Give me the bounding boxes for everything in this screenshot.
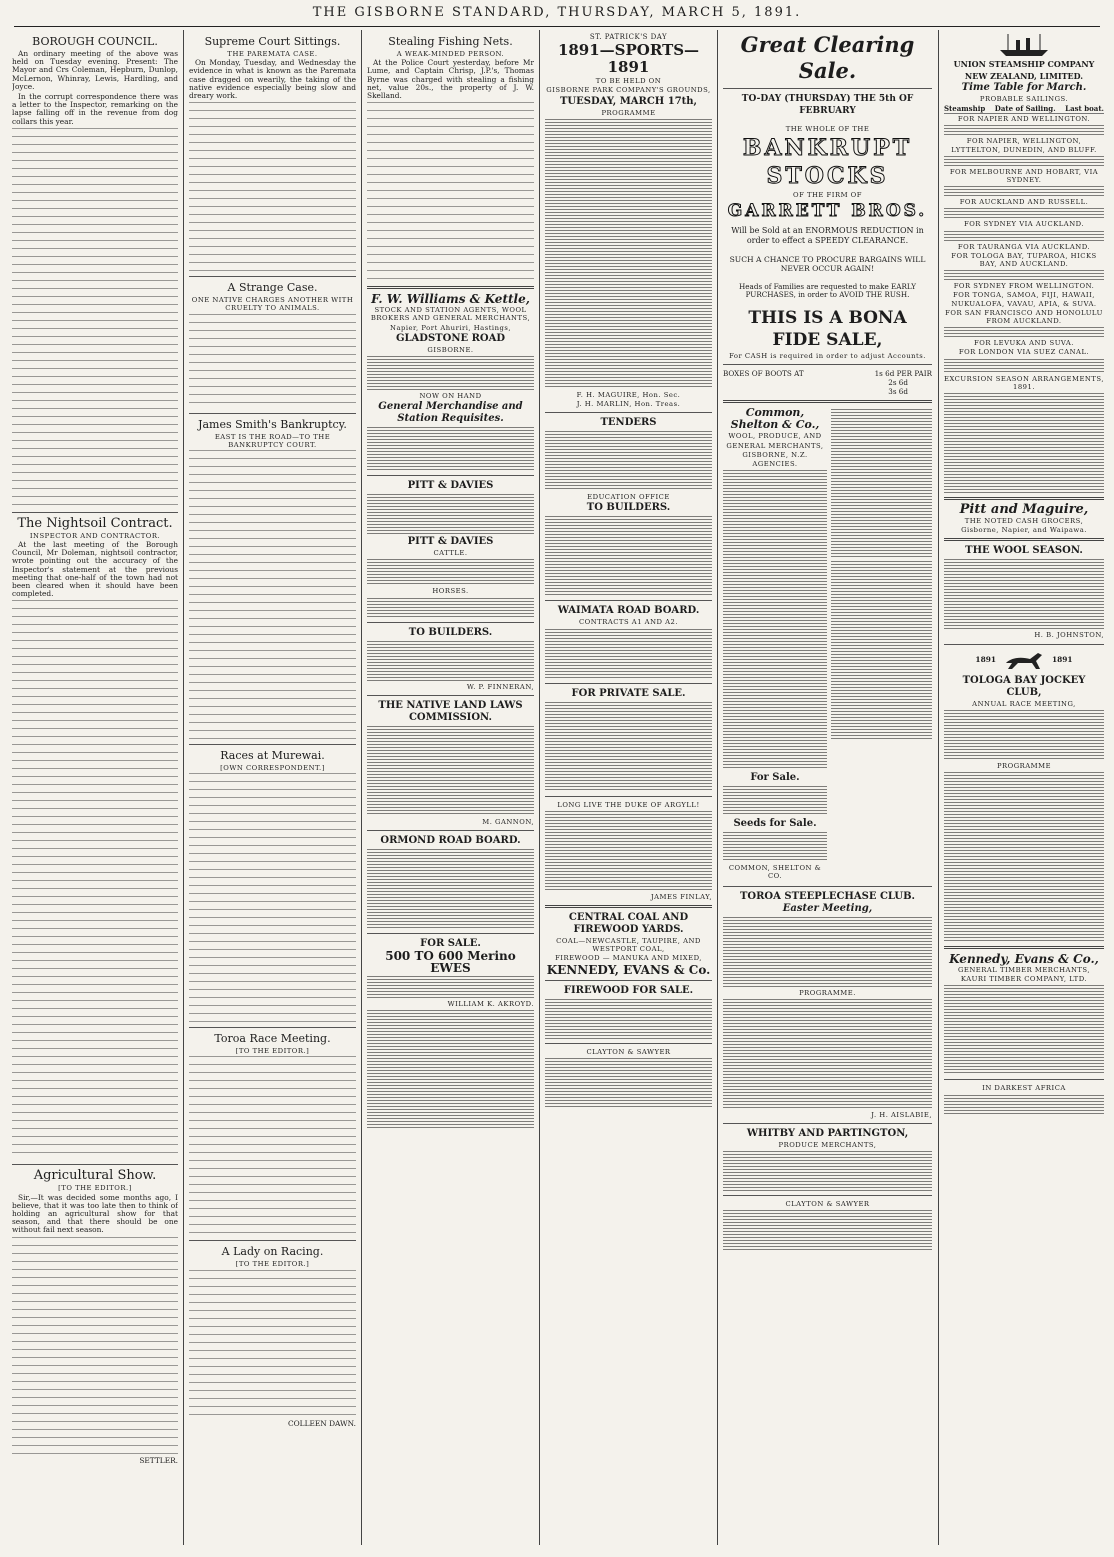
ad-body-lines [944, 327, 1104, 337]
column-rule [183, 30, 184, 1545]
ad-text: STOCK AND STATION AGENTS, WOOL BROKERS AND GENERAL MERCHANTS, [370, 306, 531, 323]
ad-text: TUESDAY, MARCH 17th, [559, 95, 698, 107]
column-5 [723, 32, 932, 1542]
common-shelton-ad [723, 407, 827, 881]
ad-text: JAMES FINLAY, [650, 892, 712, 901]
ad-body-lines [367, 849, 534, 929]
article-body-lines [12, 600, 178, 1160]
ad-body-lines [367, 641, 534, 681]
ad-text: Will be Sold at an ENORMOUS REDUCTION in order to effect a SPEEDY CLEARANCE. [731, 226, 924, 246]
table-header: Date of Sailing. [994, 104, 1056, 114]
ad-body-lines [944, 186, 1104, 196]
subheading: [OWN CORRESPONDENT.] [220, 764, 325, 773]
ad-text: For Sale. [750, 772, 800, 784]
ad-text: ANNUAL RACE MEETING, [972, 699, 1076, 708]
subheading: ONE NATIVE CHARGES ANOTHER WITH CRUELTY TO ANIMALS. [191, 296, 354, 313]
ad-body-lines [367, 726, 534, 816]
divider [545, 600, 712, 601]
divider [723, 400, 932, 403]
article-text: At the last meeting of the Borough Council, Mr Doleman, nightsoil contractor, wrote pointing out the accuracy of the Inspector's statement at the previous meeting that one-half of the town had not been cleared when it should have been completed. [12, 540, 178, 599]
ad-text: THE NOTED CASH GROCERS, [964, 517, 1084, 526]
column-rule [539, 30, 540, 1545]
heading-borough-council: BOROUGH COUNCIL. [32, 35, 158, 48]
ad-text: AGENCIES. [752, 460, 798, 469]
divider [189, 1027, 356, 1028]
signature: COLLEEN DAWN. [287, 1418, 356, 1428]
divider [944, 497, 1104, 500]
table-header: Last boat. [1065, 104, 1104, 114]
ad-text: UNION STEAMSHIP COMPANY NEW ZEALAND, LIMITED. [953, 59, 1095, 81]
article-body-lines [12, 1237, 178, 1457]
divider [367, 830, 534, 831]
bankrupt-stocks: BANKRUPT STOCKS [742, 135, 913, 190]
stock-ad [831, 407, 932, 881]
ad-text: PROGRAMME [996, 761, 1052, 770]
ad-body-lines [367, 976, 534, 998]
masthead-title: THE GISBORNE STANDARD, THURSDAY, MARCH 5, 1891. [312, 5, 802, 20]
subheading: INSPECTOR AND CONTRACTOR. [29, 531, 161, 540]
article-body-lines [189, 1270, 356, 1420]
route: FOR SYDNEY VIA AUCKLAND. [963, 220, 1085, 229]
signature: SETTLER. [139, 1455, 178, 1465]
ad-body-lines [545, 516, 712, 596]
ad-body-lines [723, 1210, 932, 1250]
bona-fide-sale: THIS IS A BONA FIDE SALE, [748, 308, 907, 351]
divider [367, 695, 534, 696]
ad-text: CENTRAL COAL AND FIREWOOD YARDS. [568, 912, 689, 936]
ad-text: FIREWOOD FOR SALE. [563, 984, 694, 996]
ad-body-lines [723, 786, 827, 816]
divider [189, 276, 356, 277]
ad-body-lines [723, 999, 932, 1109]
divider [189, 1240, 356, 1241]
ad-text: TO BE HELD ON [595, 77, 662, 86]
route: FOR SYDNEY FROM WELLINGTON. [953, 282, 1095, 291]
table-header: Steamship [944, 104, 986, 114]
ad-text: KAURI TIMBER COMPANY, LTD. [960, 975, 1088, 984]
price: 1s 6d PER PAIR [874, 369, 932, 379]
ad-text: PRODUCE MERCHANTS, [778, 1141, 877, 1150]
divider [367, 286, 534, 289]
heading-nightsoil: The Nightsoil Contract. [17, 515, 173, 531]
route: FOR NAPIER, WELLINGTON, LYTTELTON, DUNEDIN, AND BLUFF. [951, 137, 1097, 154]
ad-text: PROGRAMME [601, 108, 656, 117]
ad-body-lines [367, 598, 534, 618]
ad-text: TOROA STEEPLECHASE CLUB. [739, 890, 916, 902]
ad-body-lines [723, 1151, 932, 1191]
ad-text: Napier, Port Ahuriri, Hastings, [390, 323, 511, 332]
ad-text: FIREWOOD — MANUKA AND MIXED, [555, 954, 702, 963]
ad-text: CATTLE. [433, 549, 468, 558]
ad-text: EXCURSION SEASON ARRANGEMENTS, 1891. [944, 374, 1104, 391]
ad-text: TO BUILDERS. [408, 626, 493, 638]
heading-lady-on-racing: A Lady on Racing. [221, 1245, 324, 1259]
ad-text: W. P. FINNERAN, [466, 682, 534, 691]
divider [545, 796, 712, 797]
divider [545, 683, 712, 684]
ad-body-lines [944, 393, 1104, 493]
ad-body-lines [545, 119, 712, 389]
ad-text: COMMON, SHELTON & CO. [728, 864, 822, 881]
ad-text: SUCH A CHANCE TO PROCURE BARGAINS WILL NEVER OCCUR AGAIN! [729, 255, 926, 273]
ad-body-lines [367, 427, 534, 471]
ad-text: H. B. JOHNSTON, [1034, 631, 1104, 640]
race-logo [944, 649, 1104, 671]
ad-pitt-maguire: Pitt and Maguire, [959, 502, 1089, 518]
column-4 [545, 32, 712, 1542]
divider [189, 744, 356, 745]
ad-body-lines [723, 470, 827, 770]
ad-pitt-davies-2: PITT & DAVIES [407, 536, 494, 548]
ad-body-lines [545, 629, 712, 679]
year: 1891 [1052, 654, 1073, 664]
subheading: [TO THE EDITOR.] [58, 1184, 132, 1193]
ad-text: GISBORNE. [427, 345, 474, 354]
article-body-lines [189, 314, 356, 409]
heading-bankruptcy: James Smith's Bankruptcy. [198, 417, 347, 431]
ad-text: IN DARKEST AFRICA [982, 1084, 1066, 1093]
ad-body-lines [944, 156, 1104, 166]
ad-text: J. H. MARLIN, Hon. Treas. [576, 400, 681, 409]
ad-text: GENERAL MERCHANTS, [726, 441, 824, 450]
ad-text: CLAYTON & SAWYER [785, 1200, 870, 1209]
ad-text: Gisborne, Napier, and Waipawa. [961, 526, 1087, 535]
racehorse-icon [1002, 649, 1046, 671]
ad-body-lines [944, 231, 1104, 241]
ad-text: BOXES OF BOOTS AT [723, 369, 804, 379]
ad-text: ORMOND ROAD BOARD. [380, 835, 521, 847]
article-body-lines [189, 450, 356, 740]
divider [545, 905, 712, 908]
ad-body-lines [367, 494, 534, 534]
column-rule [361, 30, 362, 1545]
ad-body-lines [944, 270, 1104, 280]
divider [723, 886, 932, 887]
ad-text: ST. PATRICK'S DAY [589, 33, 668, 41]
steamship-icon [998, 32, 1050, 58]
ad-text: TO BUILDERS. [586, 502, 671, 514]
ad-text: F. H. MAGUIRE, Hon. Sec. [576, 390, 681, 399]
route: FOR SAN FRANCISCO AND HONOLULU FROM AUCKLAND. [945, 308, 1103, 326]
boots-row [723, 369, 932, 378]
article-text: Sir,—It was decided some months ago, I believe, that it was too late then to think of holding an agricultural show for that season, and that there should be one without fail next season. [12, 1192, 178, 1235]
ad-text: THE WHOLE OF THE [785, 125, 870, 133]
ad-text: GENERAL TIMBER MERCHANTS, [957, 966, 1091, 975]
route: FOR LEVUKA AND SUVA. [974, 339, 1074, 348]
ad-text: Heads of Families are requested to make EARLY PURCHASES, in order to AVOID THE RUSH. [739, 281, 916, 300]
ad-text: Time Table for March. [961, 82, 1087, 93]
ad-text: CLAYTON & SAWYER [586, 1047, 671, 1056]
route: FOR NAPIER AND WELLINGTON. [957, 115, 1091, 124]
ad-body-lines [831, 409, 932, 559]
subheading: [TO THE EDITOR.] [235, 1047, 310, 1056]
ad-body-lines [545, 702, 712, 792]
ad-body-lines [367, 356, 534, 390]
divider [367, 933, 534, 934]
ad-body-lines [545, 811, 712, 891]
ad-text: EDUCATION OFFICE [587, 493, 670, 502]
subheading: EAST IS THE ROAD—TO THE BANKRUPTCY COURT. [214, 432, 331, 449]
column-6 [944, 32, 1104, 1542]
ad-body-lines [944, 710, 1104, 760]
ad-body-lines [944, 1095, 1104, 1115]
ad-text: PROBABLE SAILINGS. [979, 95, 1069, 103]
divider [944, 538, 1104, 541]
divider [723, 364, 932, 365]
divider [723, 1123, 932, 1124]
divider [12, 1164, 178, 1165]
heading-fishing-nets: Stealing Fishing Nets. [388, 35, 513, 48]
ad-body-lines [723, 917, 932, 987]
article-text: On Monday, Tuesday, and Wednesday the evidence in what is known as the Paremata case dragged on wearily, the taking of the native evidence especially being slow and dreary work. [189, 58, 356, 101]
ad-text: COAL—NEWCASTLE, TAUPIRE, AND WESTPORT COAL, [556, 937, 701, 954]
ad-text: FOR SALE. [420, 938, 481, 950]
ad-text: TENDERS [600, 417, 657, 429]
year: 1891 [975, 654, 996, 664]
price: 3s 6d [888, 387, 908, 397]
divider [723, 88, 932, 89]
masthead-rule [14, 26, 1100, 27]
article-body-lines [12, 128, 178, 508]
heading-supreme-court: Supreme Court Sittings. [204, 35, 341, 48]
ad-text: THE NATIVE LAND LAWS COMMISSION. [378, 699, 523, 723]
ad-text: GISBORNE PARK COMPANY'S GROUNDS, [546, 86, 711, 95]
ad-body-lines [545, 431, 712, 491]
ad-body-lines [944, 359, 1104, 373]
subheading: THE PAREMATA CASE. [227, 50, 318, 58]
subheading: A WEAK-MINDED PERSON. [396, 50, 505, 58]
heading-agricultural-show: Agricultural Show. [33, 1168, 157, 1184]
ad-text: GISBORNE, N.Z. [742, 450, 808, 459]
ad-text: For CASH is required in order to adjust Accounts. [729, 352, 926, 361]
price: 2s 6d [888, 378, 908, 388]
column-3 [367, 32, 534, 1542]
ad-body-lines [944, 772, 1104, 942]
ad-text: Seeds for Sale. [733, 818, 817, 830]
ad-text: WHITBY AND PARTINGTON, [746, 1128, 909, 1140]
ad-fw-williams: F. W. Williams & Kettle, [371, 292, 530, 307]
ad-kennedy-evans: Kennedy, Evans & Co., [949, 952, 1099, 967]
divider [944, 1079, 1104, 1080]
ad-text: WILLIAM K. AKROYD. [447, 1000, 534, 1009]
divider [189, 413, 356, 414]
ad-text: 500 TO 600 Merino EWES [385, 949, 516, 976]
ad-text: OF THE FIRM OF [793, 191, 862, 200]
heading-toroa-race: Toroa Race Meeting. [214, 1032, 331, 1046]
common-shelton-block [723, 407, 932, 881]
column-1 [12, 32, 178, 1542]
route: FOR LONDON VIA SUEZ CANAL. [958, 348, 1090, 357]
divider [545, 980, 712, 981]
article-text: An ordinary meeting of the above was held on Tuesday evening. Present: The Mayor and Crs Coleman, Hepburn, Dunlop, McLernon, Whinray, Lewis, Hardling, and Joyce. [12, 49, 178, 91]
divider [944, 946, 1104, 949]
heading-strange-case: A Strange Case. [227, 281, 318, 295]
column-rule [717, 30, 718, 1545]
ad-body-lines [367, 559, 534, 585]
sports-banner: 1891—SPORTS—1891 [557, 41, 700, 77]
ad-body-lines [545, 1058, 712, 1108]
divider [723, 1195, 932, 1196]
ad-text: TOLOGA BAY JOCKEY CLUB, [962, 674, 1086, 698]
ad-text: PROGRAMME. [799, 988, 856, 997]
ad-body-lines [944, 208, 1104, 218]
ad-text: THE WOOL SEASON. [965, 545, 1083, 557]
ad-body-lines [944, 125, 1104, 135]
timetable-header [944, 104, 1104, 114]
article-body-lines [189, 1056, 356, 1236]
divider [12, 512, 178, 513]
article-text: In the corrupt correspondence there was a letter to the Inspector, remarking on the lapse falling off in the revenue from dog collars this year. [12, 92, 178, 126]
ad-text: HORSES. [432, 587, 469, 596]
ad-text: LONG LIVE THE DUKE OF ARGYLL! [557, 800, 700, 809]
ad-text: NOW ON HAND [419, 392, 482, 401]
masthead [0, 2, 1114, 24]
route: FOR TOLOGA BAY, TUPAROA, HICKS BAY, AND AUCKLAND. [951, 251, 1097, 269]
article-body-lines [189, 102, 356, 272]
ad-body-lines [367, 1010, 534, 1130]
ad-text: General Merchandise and Station Requisites. [378, 401, 523, 425]
article-body-lines [367, 102, 534, 282]
ad-text: Easter Meeting, [782, 902, 873, 914]
divider [545, 1043, 712, 1044]
garrett-bros: GARRETT BROS. [727, 201, 928, 222]
route: FOR MELBOURNE AND HOBART, VIA SYDNEY. [949, 167, 1099, 185]
column-rule [938, 30, 939, 1545]
ad-body-lines [944, 985, 1104, 1075]
divider [367, 475, 534, 476]
ad-text: M. GANNON, [482, 817, 534, 826]
ad-text: KENNEDY, EVANS & Co. [546, 962, 711, 977]
ad-text: WOOL, PRODUCE, AND [728, 432, 822, 441]
ad-text: Common, Shelton & Co., [730, 406, 820, 432]
ad-text: TO-DAY (THURSDAY) THE 5th OF FEBRUARY [741, 94, 914, 116]
subheading: [TO THE EDITOR.] [235, 1260, 310, 1269]
great-clearing-sale: Great Clearing Sale. [740, 32, 915, 83]
ad-text: GLADSTONE ROAD [395, 332, 506, 344]
ad-text: CONTRACTS A1 AND A2. [578, 618, 679, 627]
ad-text: WAIMATA ROAD BOARD. [557, 605, 700, 617]
divider [944, 644, 1104, 645]
heading-murewai: Races at Murewai. [220, 749, 325, 763]
divider [545, 412, 712, 413]
ad-text: FOR PRIVATE SALE. [571, 687, 686, 699]
divider [367, 622, 534, 623]
ad-pitt-davies: PITT & DAVIES [407, 480, 494, 492]
column-2 [189, 32, 356, 1542]
ad-body-lines [944, 559, 1104, 629]
ad-body-lines [831, 561, 932, 741]
article-body-lines [189, 773, 356, 1023]
ad-body-lines [723, 832, 827, 862]
route: FOR AUCKLAND AND RUSSELL. [959, 198, 1089, 207]
route: FOR TAURANGA VIA AUCKLAND. [957, 242, 1091, 251]
route: FOR TONGA, SAMOA, FIJI, HAWAII, NUKUALOFA, VAVAU, APIA, & SUVA. [951, 291, 1097, 308]
article-text: At the Police Court yesterday, before Mr Lume, and Captain Chrisp, J.P.'s, Thomas Byrne was charged with stealing a fishing net, value 20s., the property of J. W. Skelland. [367, 58, 534, 101]
ad-body-lines [545, 999, 712, 1039]
ad-text: J. H. AISLABIE, [871, 1110, 932, 1119]
